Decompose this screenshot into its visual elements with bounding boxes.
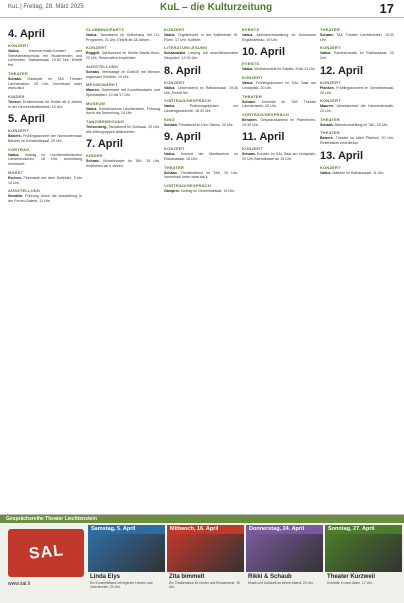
event-entry	[242, 118, 316, 127]
event-location: Vaduz.	[86, 106, 98, 111]
category-label: KONZERT	[242, 75, 263, 81]
event-entry	[320, 104, 394, 113]
event-location: Schaan.	[320, 33, 334, 37]
event-location: Schaan.	[242, 99, 256, 104]
event-location: Mauren.	[320, 104, 334, 109]
event-location: Vaduz.	[86, 33, 98, 37]
show-date: Mittwoch, 16. April	[167, 525, 244, 534]
logo-url[interactable]: www.sal.li	[8, 581, 30, 587]
date-heading: 9. April	[164, 131, 201, 144]
event-location: Eschen.	[8, 175, 22, 180]
show-card[interactable]	[246, 525, 323, 602]
event-text: Kunstmuseum Liechtenstein, Führung durch die Sammlung, 14 Uhr.	[86, 106, 160, 116]
event-location: Balzers.	[320, 136, 334, 141]
event-text: Kammermusik-Konzert zum Semesterabschluss mit Studierenden und Lehrenden, Rathaussaal, 19.30 Uhr, Eintritt frei.	[8, 49, 82, 68]
event-entry	[320, 33, 394, 42]
event-entry	[164, 152, 238, 161]
event-text: Orgelkonzert in der Kathedrale St. Florin, 17 Uhr, Kollekte.	[164, 33, 238, 42]
event-entry	[86, 107, 160, 116]
show-date: Donnerstag, 24. April	[246, 525, 323, 534]
event-location: Schaan.	[86, 69, 100, 74]
category-label: MARKT	[8, 169, 24, 175]
category-label: KONZERT	[320, 45, 341, 51]
event-text: Komödie im TAK Theater Liechtenstein, 20 Uhr.	[242, 99, 316, 109]
category-label: KINDER	[8, 93, 25, 99]
show-photo	[325, 534, 402, 572]
event-text: Führung durch die Ausstellung in der Forum-Galerie, 11 Uhr.	[8, 194, 82, 203]
category-label: KONZERT	[164, 27, 185, 32]
event-location: Vaduz.	[164, 104, 176, 109]
event-text: Podiumsgespräch zur Landesgeschichte, 18.30 Uhr.	[164, 104, 238, 113]
page-number: 17	[379, 1, 394, 16]
event-location: Mauren.	[86, 88, 100, 93]
event-location: Schaan.	[164, 170, 178, 175]
date-heading: 10. April	[242, 46, 285, 59]
event-text: Kindertheater im TAK, 15 Uhr, empfohlen ab 4 Jahren.	[86, 159, 160, 169]
event-entry	[8, 153, 82, 167]
show-description: Ein Theaterstück für Kinder und Erwachsene, 15 Uhr.	[169, 581, 240, 590]
category-label: TANZ/BEWEGUNG	[86, 119, 125, 125]
event-entry	[86, 70, 160, 79]
event-text: Matinée im Rathaussaal, 11 Uhr.	[332, 170, 385, 175]
event-entry	[86, 51, 160, 60]
event-entry	[164, 86, 238, 95]
logo-text: SAL	[27, 542, 65, 563]
event-text: Kammermusik im Rathaussaal, 20 Uhr.	[320, 51, 394, 61]
event-location: Schaan.	[242, 152, 256, 157]
show-description: Ein Konzertabend mit eigenen Liedern und Geschichten, 20 Uhr.	[90, 581, 153, 590]
event-entry	[8, 77, 82, 91]
category-label: THEATER	[320, 27, 340, 32]
event-location: Vaduz.	[164, 85, 176, 90]
category-label: KONZERT	[164, 79, 185, 85]
event-entry	[8, 176, 82, 185]
event-text: Flohmarkt auf dem Dorfplatz, 9 bis 14 Uhr.	[8, 175, 82, 185]
event-entry	[8, 134, 82, 143]
category-label: KONZERT	[8, 128, 29, 134]
event-text: Konzert im SAL Saal am Lindaplatz, 20 Uhr, Abendkasse ab 19 Uhr.	[242, 152, 316, 162]
category-label: CLUBBING/PARTY	[86, 27, 125, 32]
event-entry	[320, 86, 394, 95]
category-label: KINDER	[86, 153, 103, 159]
event-entry	[242, 67, 316, 72]
promo-banner	[0, 514, 404, 603]
event-location: Triesen.	[8, 99, 22, 104]
event-text: Erzählstunde für Kinder ab 5 Jahren in der Gemeindebibliothek, 15 Uhr.	[8, 99, 82, 109]
date-heading: 7. April	[86, 138, 123, 151]
event-entry	[320, 171, 394, 176]
event-text: Abendvorstellung im TAK, 20 Uhr.	[334, 122, 389, 127]
show-title: Zita bimmelt	[169, 574, 205, 580]
category-label: THEATER	[320, 130, 340, 136]
show-card[interactable]	[167, 525, 244, 602]
event-location: Schaan.	[8, 76, 22, 81]
event-location: Ruggell.	[86, 51, 101, 56]
event-location: Vaduz.	[8, 49, 20, 53]
event-entry	[164, 189, 238, 194]
event-location: Schaan.	[86, 159, 100, 164]
event-location: Triesenberg.	[86, 125, 108, 130]
promo-bar	[0, 515, 404, 523]
event-text: TAK Theater Liechtenstein, 19.30 Uhr.	[320, 33, 394, 42]
event-location: Planken.	[320, 85, 335, 90]
event-entry	[164, 171, 238, 180]
event-text: Jahreskonzert der Harmoniemusik, 20 Uhr.	[320, 104, 394, 113]
event-entry	[164, 104, 238, 113]
show-description: Komödie in zwei Akten, 17 Uhr.	[327, 581, 373, 585]
date-heading: 13. April	[320, 149, 363, 162]
show-description: Musik und Kabarett an einem Abend, 20 Uhr.	[248, 581, 314, 585]
event-entry	[242, 81, 316, 90]
date-heading: 8. April	[164, 64, 201, 77]
event-entry	[86, 88, 160, 97]
event-text: Gastspiel im TAK Theater Liechtenstein, 20 Uhr, Vorverkauf unter www.tak.li.	[8, 76, 82, 91]
category-label: KONZERT	[320, 98, 341, 104]
event-entry	[164, 33, 238, 42]
event-entry	[8, 100, 82, 109]
event-location: Vaduz.	[242, 33, 254, 37]
event-location: Schaan.	[320, 122, 334, 127]
event-entry	[8, 49, 82, 68]
category-label: VORTRAG/GESPRÄCH	[164, 98, 211, 104]
event-text: Tanzabend im Kulturhaus mit DJ-Programm, 21 Uhr, Eintritt ab 18 Jahren.	[86, 33, 160, 42]
show-title: Rikki & Schaub	[248, 574, 292, 580]
show-photo	[246, 534, 323, 572]
event-location: Vaduz.	[164, 152, 176, 157]
category-label: KONZERT	[320, 79, 341, 85]
listing-column	[8, 24, 82, 512]
event-location: Nendeln.	[8, 194, 24, 199]
event-entry	[86, 125, 160, 134]
promo-bar-label: Gesprächsreihe Theater Liechtenstein	[6, 516, 97, 522]
event-location: Vaduz.	[164, 33, 176, 37]
event-text: Vernissage im DoMuS mit Werken regionaler Künstler, 19 Uhr.	[86, 69, 160, 79]
event-text: Abendveranstaltung im Kunstraum Engländerbau, 19 Uhr.	[242, 33, 316, 42]
category-label: AUSSTELLUNG	[8, 188, 41, 194]
event-entry	[8, 194, 82, 203]
category-label: VORTRAG	[8, 146, 30, 152]
show-date: Sonntag, 27. April	[325, 525, 402, 534]
show-title: Linda Elys	[90, 574, 121, 580]
category-label: AUSSTELLUNG	[86, 63, 119, 69]
show-card[interactable]	[325, 525, 402, 602]
date-heading: 11. April	[242, 131, 285, 144]
event-entry	[164, 123, 238, 128]
event-location: Vaduz.	[242, 81, 254, 86]
category-label: LITERATUR/LESUNG	[164, 45, 208, 51]
date-heading: 4. April	[8, 28, 45, 40]
event-text: Konzert der Musikschule im Rathaussaal, 18 Uhr.	[164, 152, 238, 162]
date-heading: 12. April	[320, 64, 363, 77]
category-label: KONZERT	[86, 45, 107, 51]
event-text: Frühlingskonzert im SAL Saal am Lindaplatz, 20 Uhr.	[242, 81, 316, 90]
event-location: Schaanwald.	[164, 51, 186, 56]
event-location: Vaduz.	[320, 170, 332, 175]
event-location: Gamprin.	[164, 189, 180, 194]
event-text: Filmabend im Kino Takino, 20 Uhr.	[178, 122, 234, 127]
event-entry	[320, 51, 394, 60]
section-name: – die Kulturzeitung	[182, 2, 273, 13]
listing-column	[242, 24, 316, 512]
event-text: Frühlingskonzert der Harmoniemusik Balzers im Gemeindesaal, 20 Uhr.	[8, 134, 82, 144]
category-label: VORTRAG/GESPRÄCH	[242, 111, 289, 117]
category-label: THEATER	[242, 93, 262, 99]
category-label: MESSE/MARKT	[86, 82, 118, 88]
event-entry	[320, 136, 394, 145]
category-label: VORTRAG/GESPRÄCH	[164, 183, 211, 189]
event-text: Theater im Alten Pfarrhof, 20 Uhr, Reservation erforderlich.	[320, 136, 394, 146]
event-text: Gesprächsabend im Pfarreiheim, 19.30 Uhr.	[242, 117, 316, 127]
event-location: Vaduz.	[8, 152, 20, 157]
event-entry	[242, 152, 316, 161]
event-entry	[164, 51, 238, 60]
event-location: Balzers.	[8, 134, 22, 139]
show-photo	[167, 534, 244, 572]
category-label: THEATER	[8, 70, 28, 76]
show-date: Samstag, 5. April	[88, 525, 165, 534]
event-entry	[242, 100, 316, 109]
event-text: Vortrag im Gemeindesaal, 19 Uhr.	[180, 189, 235, 194]
category-label: KONZERT	[164, 146, 185, 152]
page-header	[0, 0, 404, 18]
section-title	[160, 2, 272, 13]
show-photo	[88, 534, 165, 572]
sal-logo[interactable]	[8, 529, 84, 577]
date-heading: 5. April	[8, 113, 45, 126]
show-title: Theater Kurzweil	[327, 574, 376, 580]
event-location: Bendern.	[242, 117, 258, 122]
event-text: Wochenmarkt im Städtle, 8 bis 13 Uhr.	[254, 67, 316, 72]
category-label: EVENTS	[242, 61, 260, 67]
section-kicker: KuL	[160, 2, 180, 13]
category-label: MUSEUM	[86, 100, 105, 106]
category-label: KONZERT	[320, 164, 341, 170]
category-label: KINO	[164, 116, 175, 122]
event-entry	[86, 159, 160, 168]
listing-column	[164, 24, 238, 512]
event-location: Vaduz.	[242, 67, 254, 72]
event-text: Vortrag im Liechtensteinischen Landesmuseum, 18 Uhr, Anmeldung erwünscht.	[8, 152, 82, 167]
event-location: Vaduz.	[320, 51, 332, 56]
listing-column	[86, 24, 160, 512]
issue-date: KuL | Freitag, 28. März 2025	[8, 4, 84, 10]
category-label: KONZERT	[8, 43, 29, 48]
listing-column	[320, 24, 394, 512]
category-label: KONZERT	[242, 146, 263, 152]
event-text: Lesung mit anschliessendem Gespräch, 19.30 Uhr.	[164, 51, 238, 61]
event-entry	[242, 33, 316, 42]
event-text: Tanzabend im Dorfsaal, 20 Uhr, alle Altersgruppen willkommen.	[86, 125, 160, 134]
event-text: Ostermarkt mit Kunsthandwerk und Spezialitäten, 10 bis 17 Uhr.	[86, 88, 160, 97]
category-label: EVENTS	[242, 27, 260, 32]
event-entry	[86, 33, 160, 42]
event-text: Theaterabend im TAK, 20 Uhr, Vorverkauf unter www.tak.li.	[164, 170, 238, 180]
event-entry	[320, 123, 394, 128]
category-label: THEATER	[320, 116, 340, 122]
show-card[interactable]	[88, 525, 165, 602]
event-text: Liederabend im Rathaussaal, 19.30 Uhr, Eintritt frei.	[164, 85, 238, 95]
event-location: Schaan.	[164, 122, 178, 127]
event-text: Jazzkonzert im Küefer-Martis-Huus, 20 Uhr, Reservation empfohlen.	[86, 51, 160, 61]
category-label: THEATER	[164, 164, 184, 170]
event-text: Frühlingskonzert im Gemeindesaal, 20 Uhr.	[320, 85, 394, 95]
